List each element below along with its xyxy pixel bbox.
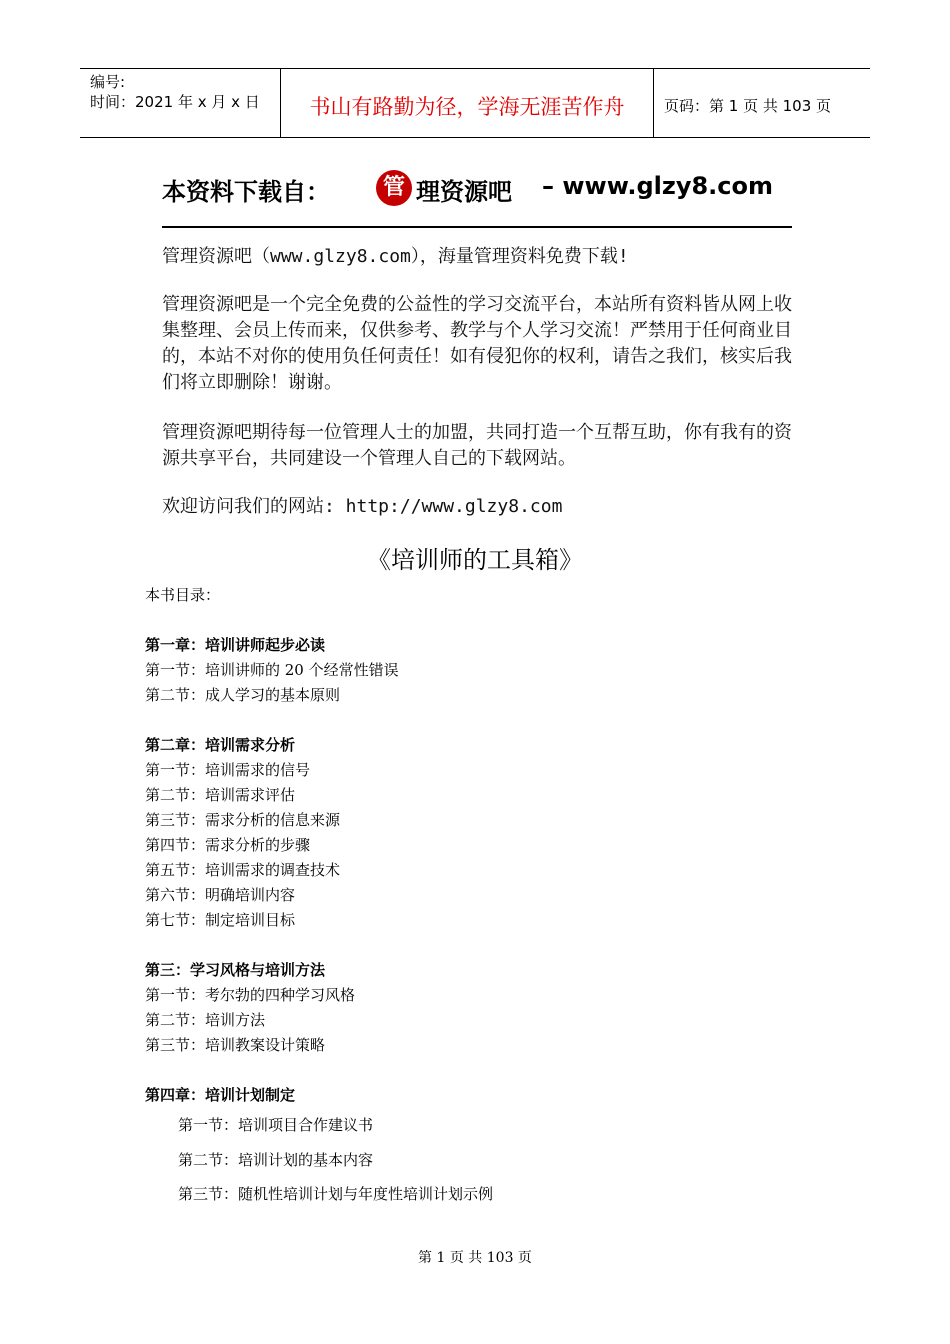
intro-paragraph-1: 管理资源吧（www.glzy8.com），海量管理资料免费下载! [162, 246, 629, 267]
section-item: 第三节：需求分析的信息来源 [145, 811, 341, 829]
section-item: 第二节：培训方法 [145, 1011, 266, 1029]
toc-chapter [145, 633, 845, 708]
page-info: 页码：第 1 页 共 103 页 [664, 97, 832, 115]
table-of-contents [145, 583, 845, 1237]
book-title: 《培训师的工具箱》 [367, 546, 583, 574]
intro-paragraph-2: 管理资源吧是一个完全免费的公益性的学习交流平台，本站所有资料皆从网上收集整理、会员上传而来，仅供参考、教学与个人学习交流！严禁用于任何商业目的，本站不对你的使用负任何责任！如有侵犯你的权利，请告之我们，核实后我们将立即删除！谢谢。 [162, 294, 792, 393]
section-item: 第三节：随机性培训计划与年度性培训计划示例 [178, 1185, 494, 1203]
intro-paragraph-4: 欢迎访问我们的网站: http://www.glzy8.com [162, 496, 563, 517]
section-item: 第二节：成人学习的基本原则 [145, 686, 341, 704]
chapter-title: 第三：学习风格与培训方法 [145, 961, 326, 979]
header-page-cell [654, 69, 870, 137]
section-item: 第一节：考尔勃的四种学习风格 [145, 986, 356, 1004]
motto-text: 书山有路勤为径，学海无涯苦作舟 [309, 95, 625, 119]
toc-intro: 本书目录： [145, 586, 221, 604]
section-item: 第一节：培训项目合作建议书 [178, 1116, 374, 1134]
section-item: 第四节：需求分析的步骤 [145, 836, 311, 854]
site-logo-icon: 管 [376, 170, 412, 206]
toc-chapter [145, 958, 845, 1058]
toc-chapter [145, 1083, 845, 1212]
section-item: 第一节：培训讲师的 20 个经常性错误 [145, 661, 399, 679]
header-table [80, 68, 870, 138]
download-banner [162, 166, 792, 212]
banner-divider [162, 226, 792, 228]
chapter-title: 第二章：培训需求分析 [145, 736, 296, 754]
section-item: 第二节：培训计划的基本内容 [178, 1150, 374, 1169]
banner-prefix: 本资料下载自： [162, 178, 330, 206]
time-label: 时间：2021 年 x 月 x 日 [90, 93, 260, 111]
section-item: 第三节：培训教案设计策略 [145, 1036, 326, 1054]
toc-chapter [145, 733, 845, 933]
section-item: 第一节：培训需求的信号 [145, 761, 311, 779]
banner-site-name: 理资源吧 [416, 178, 512, 206]
section-item: 第七节：制定培训目标 [145, 911, 296, 929]
section-item: 第二节：培训需求评估 [145, 786, 296, 804]
intro-paragraph-3: 管理资源吧期待每一位管理人士的加盟，共同打造一个互帮互助，你有我有的资源共享平台，共同建设一个管理人自己的下载网站。 [162, 422, 792, 469]
page-footer: 第 1 页 共 103 页 [418, 1250, 532, 1266]
number-label: 编号: [90, 73, 126, 91]
chapter-title: 第四章：培训计划制定 [145, 1086, 296, 1104]
header-meta-cell [80, 69, 281, 137]
banner-url: – www.glzy8.com [542, 172, 774, 200]
section-item: 第五节：培训需求的调查技术 [145, 861, 341, 879]
chapter-title: 第一章：培训讲师起步必读 [145, 636, 326, 654]
section-item: 第六节：明确培训内容 [145, 886, 296, 904]
header-motto-cell [281, 69, 654, 137]
